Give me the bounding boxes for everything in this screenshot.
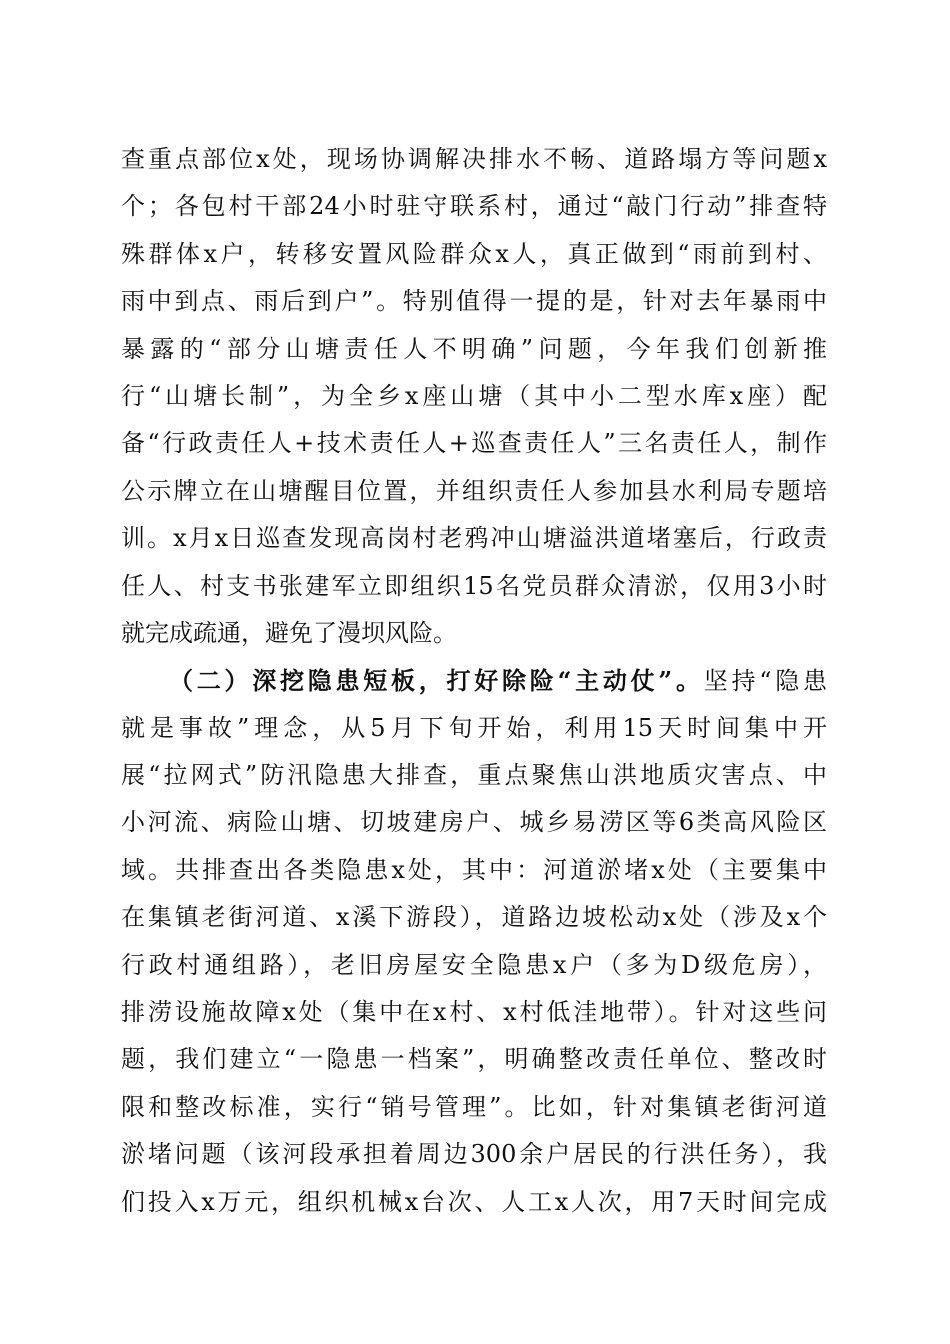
text-line: 行“山塘长制”，为全乡x座山塘（其中小二型水库x座）配 <box>121 381 827 410</box>
text-line: 淤堵问题（该河段承担着周边300余户居民的行洪任务），我 <box>121 1140 827 1169</box>
text-line: 们投入x万元，组织机械x台次、人工x人次，用7天时间完成 <box>121 1187 827 1216</box>
text-line: 查重点部位x处，现场协调解决排水不畅、道路塌方等问题x <box>121 145 827 173</box>
text-line: 个；各包村干部24小时驻守联系村，通过“敲门行动”排查特 <box>121 192 827 221</box>
text-line: 公示牌立在山塘醒目位置，并组织责任人参加县水利局专题培 <box>121 476 827 505</box>
text-line: 域。共排查出各类隐患x处，其中：河道淤堵x处（主要集中 <box>121 855 827 884</box>
text-line: 排涝设施故障x处（集中在x村、x村低洼地带）。针对这些问 <box>121 998 827 1027</box>
text-line: 限和整改标准，实行“销号管理”。比如，针对集镇老街河道 <box>121 1092 827 1121</box>
paragraph-1 <box>121 136 827 657</box>
paragraph-first-line <box>121 657 827 704</box>
text-run: 坚持“隐患 <box>703 667 827 696</box>
text-line: 行政村通组路），老旧房屋安全隐患x户（多为D级危房）， <box>121 950 827 979</box>
text-line: 就是事故”理念，从5月下旬开始，利用15天时间集中开 <box>121 713 827 742</box>
text-line: 就完成疏通，避免了漫坝风险。 <box>121 618 457 647</box>
text-line: 殊群体x户，转移安置风险群众x人，真正做到“雨前到村、 <box>121 239 827 268</box>
text-line: 任人、村支书张建军立即组织15名党员群众清淤，仅用3小时 <box>121 571 827 600</box>
document-body <box>121 136 827 1226</box>
text-line: 雨中到点、雨后到户”。特别值得一提的是，针对去年暴雨中 <box>121 287 827 316</box>
text-line: 展“拉网式”防汛隐患大排查，重点聚焦山洪地质灾害点、中 <box>121 761 827 790</box>
paragraph-2 <box>121 657 827 1226</box>
text-line: 题，我们建立“一隐患一档案”，明确整改责任单位、整改时 <box>121 1045 827 1074</box>
text-line: 暴露的“部分山塘责任人不明确”问题，今年我们创新推 <box>121 334 827 363</box>
text-line: 小河流、病险山塘、切坡建房户、城乡易涝区等6类高风险区 <box>121 808 827 837</box>
section-heading: （二）深挖隐患短板，打好除险“主动仗”。 <box>169 666 704 696</box>
text-line: 备“行政责任人+技术责任人+巡查责任人”三名责任人，制作 <box>121 429 827 458</box>
text-line: 在集镇老街河道、x溪下游段），道路边坡松动x处（涉及x个 <box>121 903 827 932</box>
text-line: 训。x月x日巡查发现高岗村老鸦冲山塘溢洪道堵塞后，行政责 <box>121 524 827 553</box>
